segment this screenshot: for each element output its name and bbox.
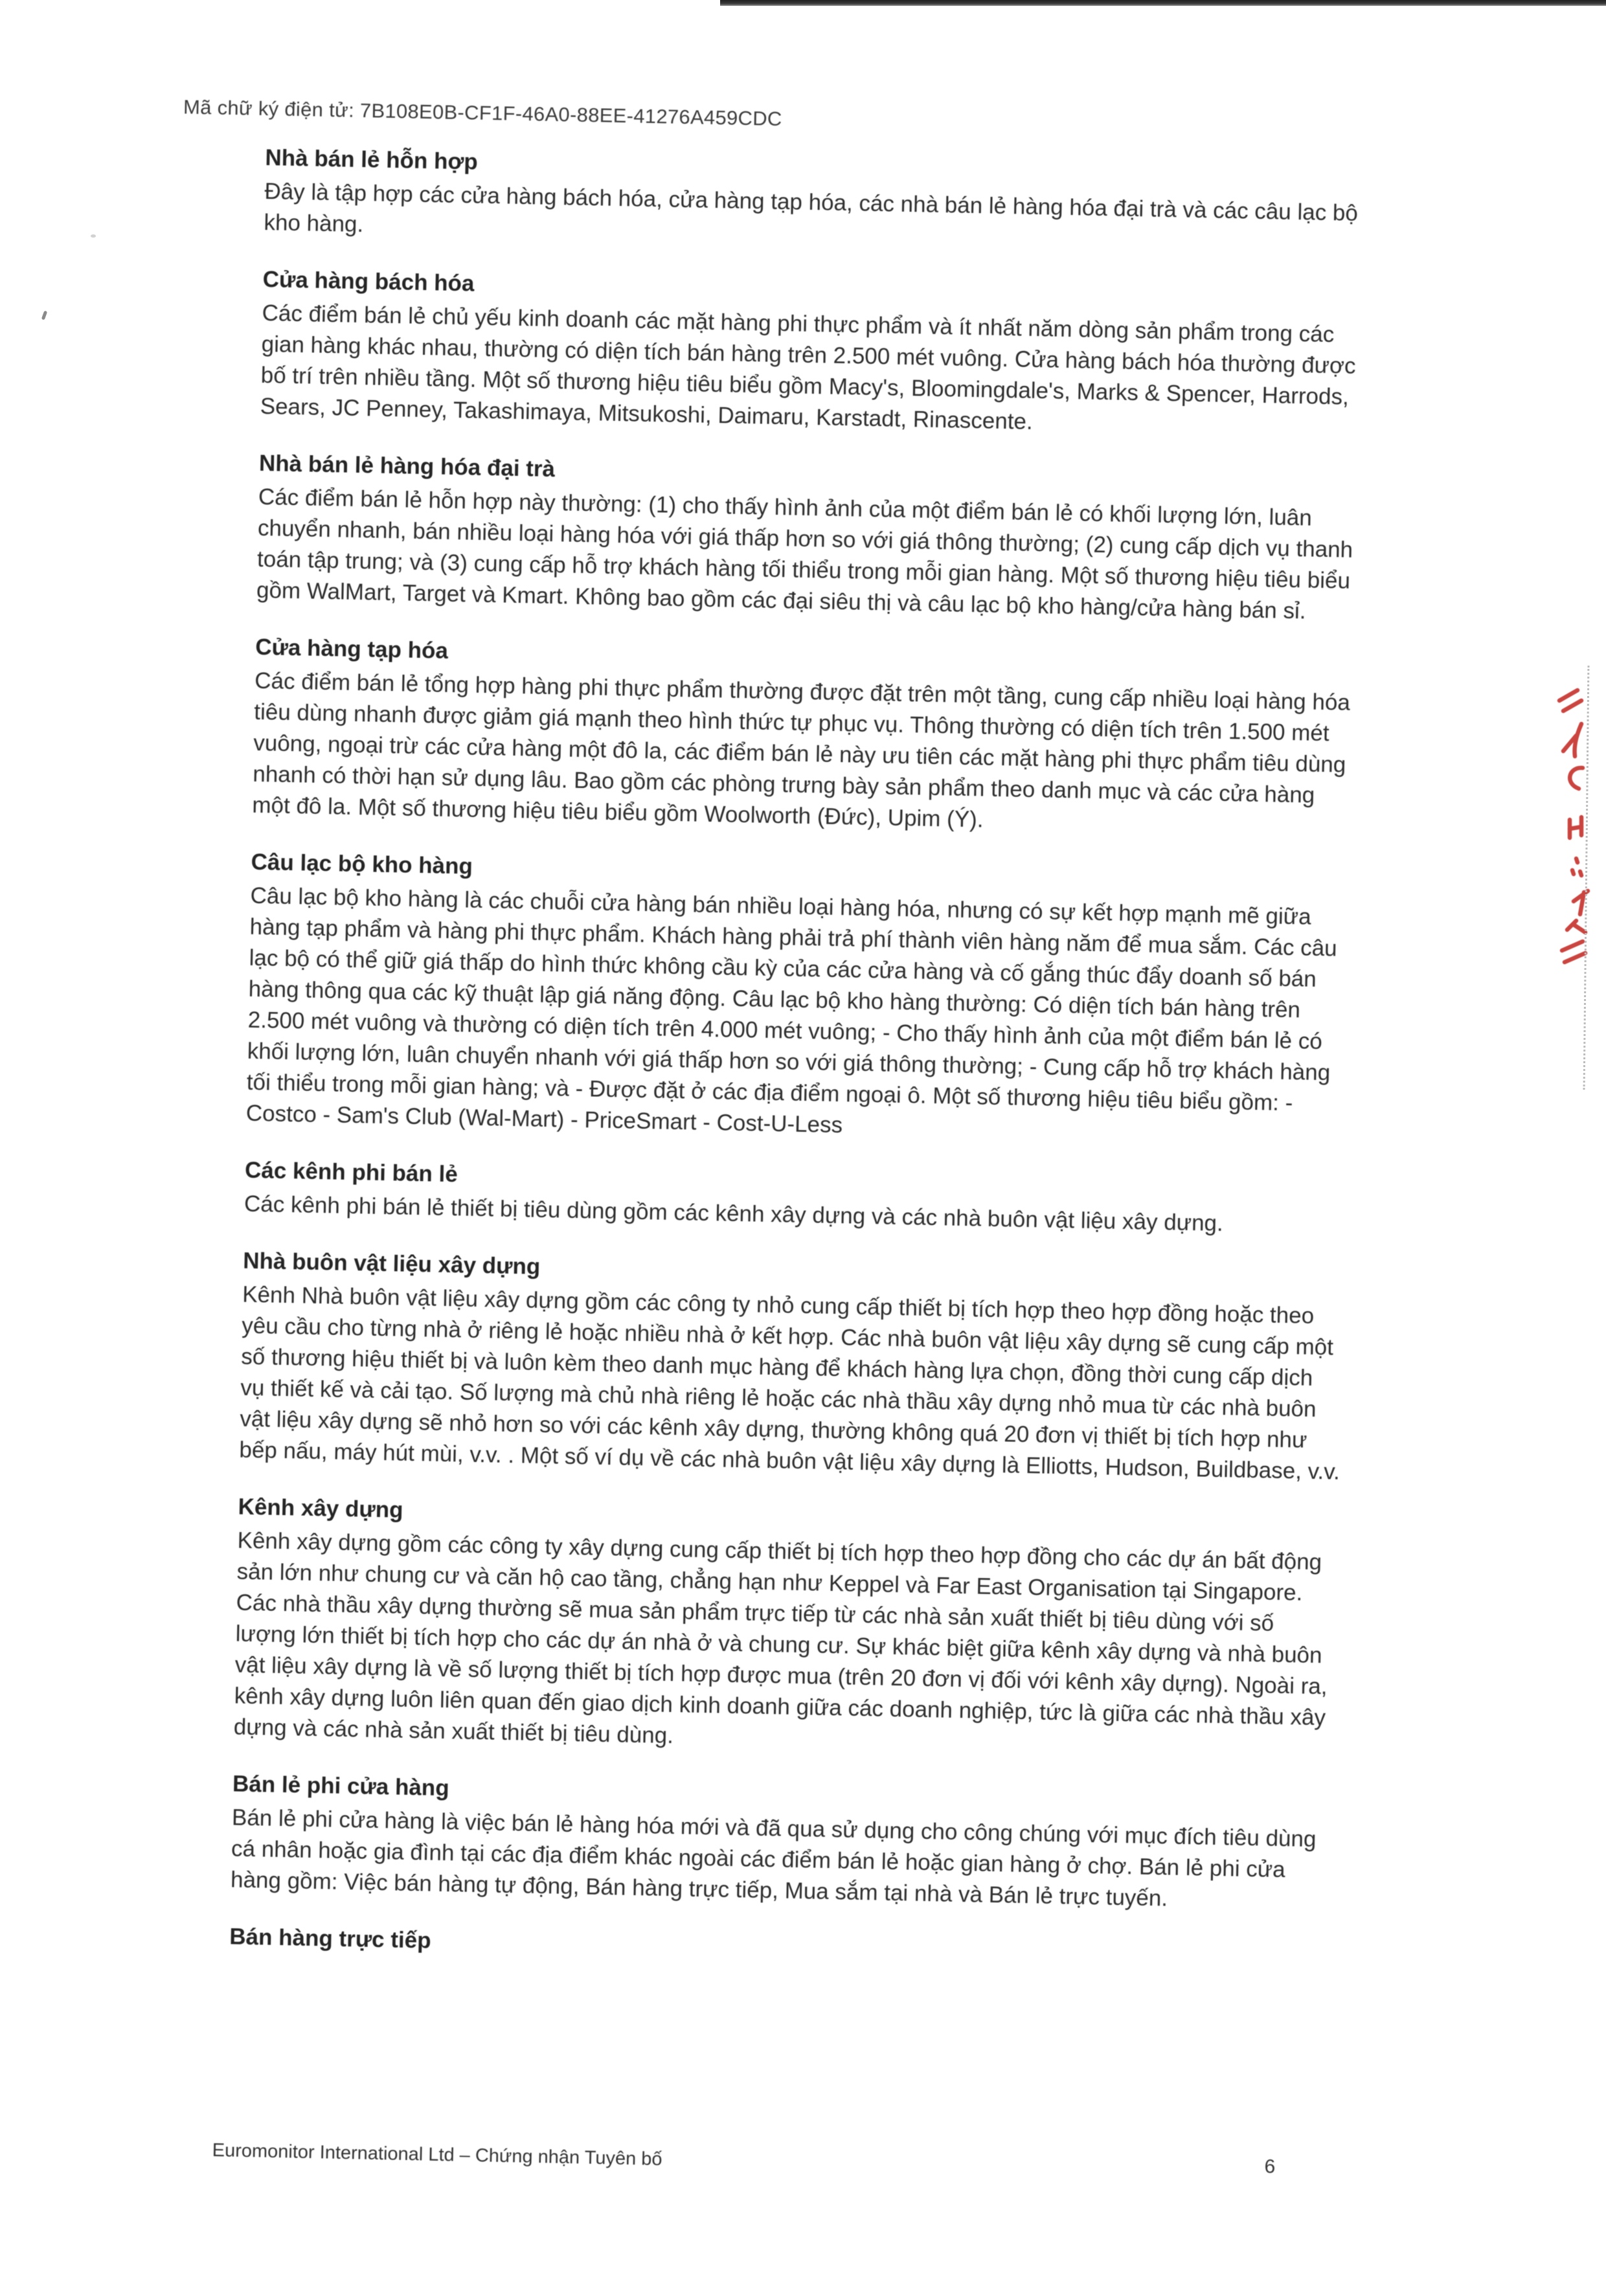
document-section xyxy=(260,264,1367,444)
document-section xyxy=(231,1768,1337,1917)
document-section xyxy=(252,632,1360,843)
section-body: Câu lạc bộ kho hàng là các chuỗi cửa hàng bán nhiều loại hàng hóa, nhưng có sự kết hợp mạnh mẽ giữa hàng tạp phẩm và hàng phi thực phẩm. Khách hàng phải trả phí thành viên hàng năm để mua sắm. Các câu lạc bộ có thể giữ giá thấp do hình thức không cầu kỳ của các cửa hàng và cố gắng thúc đẩy doanh số bán hàng thông qua các kỹ thuật lập giá năng động. Câu lạc bộ kho hàng thường: Có diện tích bán hàng trên 2.500 mét vuông và thường có diện tích trên 4.000 mét vuông; - Cho thấy hình ảnh của một điểm bán lẻ có khối lượng lớn, luân chuyển nhanh với giá thấp hơn so với giá thông thường; - Cung cấp hỗ trợ khách hàng tối thiểu trong mỗi gian hàng; và - Được đặt ở các địa điểm ngoại ô. Một số thương hiệu tiêu biểu gồm: - Costco - Sam's Club (Wal-Mart) - PriceSmart - Cost-U-Less xyxy=(245,883,1337,1138)
document-section xyxy=(233,1492,1342,1765)
section-heading: Nhà bán lẻ hỗn hợp xyxy=(265,144,479,175)
digital-signature-line: Mã chữ ký điện tử: 7B108E0B-CF1F-46A0-88EE-41276A459CDC xyxy=(183,95,782,130)
document-body xyxy=(229,142,1370,1977)
document-section xyxy=(244,1155,1350,1242)
section-body: Các điểm bán lẻ hỗn hợp này thường: (1) cho thấy hình ảnh của một điểm bán lẻ có khối lượng lớn, luân chuyển nhanh, bán nhiều loại hàng hóa với giá thấp hơn so với giá thông thường; (2) cung cấp dịch vụ thanh toán tập trung; và (3) cung cấp hỗ trợ khách hàng tối thiểu trong mỗi gian hàng. Một số thương hiệu tiêu biểu gồm WalMart, Target và Kmart. Không bao gồm các đại siêu thị và câu lạc bộ kho hàng/cửa hàng bán sỉ. xyxy=(256,484,1353,624)
section-heading: Kênh xây dựng xyxy=(238,1494,403,1523)
document-section xyxy=(229,1921,1334,1974)
document-section xyxy=(256,448,1364,628)
section-body: Kênh Nhà buôn vật liệu xây dựng gồm các công ty nhỏ cung cấp thiết bị tích hợp theo hợp đồng hoặc theo yêu cầu cho từng nhà ở riêng lẻ hoặc nhiều nhà ở kết hợp. Các nhà buôn vật liệu xây dựng sẽ cung cấp một số thương hiệu thiết bị và luôn kèm theo danh mục hàng để khách hàng lựa chọn, đồng thời cung cấp dịch vụ thiết kế và cải tạo. Số lượng mà chủ nhà riêng lẻ hoặc các nhà thầu xây dựng nhỏ mua từ các nhà buôn vật liệu xây dựng sẽ nhỏ hơn so với các kênh xây dựng, thường không quá 20 đơn vị thiết bị tích hợp như bếp nấu, máy hút mùi, v.v. . Một số ví dụ về các nhà buôn vật liệu xây dựng là Elliotts, Hudson, Buildbase, v.v. xyxy=(239,1281,1340,1485)
section-heading: Các kênh phi bán lẻ xyxy=(244,1157,458,1187)
section-body: Các điểm bán lẻ chủ yếu kinh doanh các mặt hàng phi thực phẩm và ít nhất năm dòng sản phẩm trong các gian hàng khác nhau, thường có diện tích bán hàng trên 2.500 mét vuông. Cửa hàng bách hóa thường được bố trí trên nhiều tầng. Một số thương hiệu tiêu biểu gồm Macy's, Bloomingdale's, Marks & Spencer, Harrods, Sears, JC Penney, Takashimaya, Mitsukoshi, Daimaru, Karstadt, Rinascente. xyxy=(260,300,1356,434)
section-body: Các kênh phi bán lẻ thiết bị tiêu dùng gồm các kênh xây dựng và các nhà buôn vật liệu xây dựng. xyxy=(243,1191,1224,1237)
document-section xyxy=(239,1246,1347,1488)
footer-text: Euromonitor International Ltd – Chứng nhận Tuyên bố xyxy=(212,2139,662,2170)
section-heading: Cửa hàng bách hóa xyxy=(262,266,475,297)
document-section xyxy=(264,142,1370,260)
section-body: Các điểm bán lẻ tổng hợp hàng phi thực phẩm thường được đặt trên một tầng, cung cấp nhiều loại hàng hóa tiêu dùng nhanh được giảm giá mạnh theo hình thức tự phục vụ. Thông thường có diện tích trên 1.500 mét vuông, ngoại trừ các cửa hàng một đô la, các điểm bán lẻ này ưu tiên các mặt hàng phi thực phẩm tiêu dùng nhanh có thời hạn sử dụng lâu. Bao gồm các phòng trưng bày sản phẩm theo danh mục và các cửa hàng một đô la. Một số thương hiệu tiêu biểu gồm Woolworth (Đức), Upim (Ý). xyxy=(252,668,1351,833)
document-section xyxy=(245,847,1355,1151)
section-body: Kênh xây dựng gồm các công ty xây dựng cung cấp thiết bị tích hợp theo hợp đồng cho các dự án bất động sản lớn như chung cư và căn hộ cao tầng, chẳng hạn như Keppel và Far East Organisation tại Singapore. Các nhà thầu xây dựng thường sẽ mua sản phẩm trực tiếp từ các nhà sản xuất thiết bị tiêu dùng với số lượng lớn thiết bị tích hợp cho các dự án nhà ở và chung cư. Sự khác biệt giữa kênh xây dựng và nhà buôn vật liệu xây dựng là về số lượng thiết bị tích hợp được mua (trên 20 đơn vị đối với kênh xây dựng). Ngoài ra, kênh xây dựng luôn liên quan đến giao dịch kinh doanh giữa các doanh nghiệp, tức là giữa các nhà thầu xây dựng và các nhà sản xuất thiết bị tiêu dùng. xyxy=(233,1527,1328,1749)
section-body: Bán lẻ phi cửa hàng là việc bán lẻ hàng hóa mới và đã qua sử dụng cho công chúng với mục đích tiêu dùng cá nhân hoặc gia đình tại các địa điểm khác ngoài các điểm bán lẻ hoặc gian hàng ở chợ. Bán lẻ phi cửa hàng gồm: Việc bán hàng tự động, Bán hàng trực tiếp, Mua sắm tại nhà và Bán lẻ trực tuyến. xyxy=(230,1805,1317,1911)
section-heading: Cửa hàng tạp hóa xyxy=(254,634,449,664)
section-heading: Bán hàng trực tiếp xyxy=(229,1924,431,1953)
page-number: 6 xyxy=(1264,2155,1276,2178)
section-heading: Nhà buôn vật liệu xây dựng xyxy=(242,1248,541,1279)
red-ink-strokes xyxy=(1559,690,1588,962)
red-ink-margin-marks xyxy=(1548,673,1606,978)
section-heading: Bán lẻ phi cửa hàng xyxy=(232,1771,450,1801)
scan-edge-artifact xyxy=(720,0,1606,6)
section-body: Đây là tập hợp các cửa hàng bách hóa, cửa hàng tạp hóa, các nhà bán lẻ hàng hóa đại trà và các câu lạc bộ kho hàng. xyxy=(264,178,1359,238)
section-heading: Nhà bán lẻ hàng hóa đại trà xyxy=(258,450,556,482)
section-heading: Câu lạc bộ kho hàng xyxy=(251,849,473,879)
